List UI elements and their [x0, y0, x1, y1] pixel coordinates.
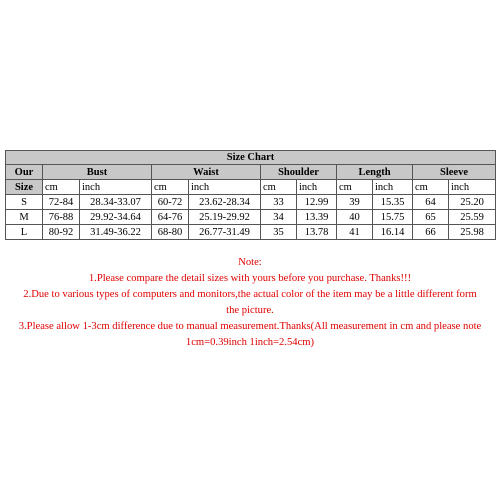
- unit-label: inch: [189, 180, 261, 195]
- table-cell: 65: [413, 210, 449, 225]
- unit-label: cm: [413, 180, 449, 195]
- unit-label: cm: [261, 180, 297, 195]
- table-cell: 25.59: [449, 210, 496, 225]
- size-cell: M: [6, 210, 43, 225]
- unit-label: cm: [152, 180, 189, 195]
- our-label: Our: [6, 165, 43, 180]
- table-cell: 28.34-33.07: [80, 195, 152, 210]
- table-cell: 25.98: [449, 225, 496, 240]
- table-cell: 26.77-31.49: [189, 225, 261, 240]
- note-heading: Note:: [238, 257, 262, 268]
- table-cell: 64: [413, 195, 449, 210]
- table-cell: 40: [337, 210, 373, 225]
- table-cell: 33: [261, 195, 297, 210]
- table-cell: 76-88: [43, 210, 80, 225]
- size-label: Size: [6, 180, 43, 195]
- table-cell: 15.35: [373, 195, 413, 210]
- table-cell: 29.92-34.64: [80, 210, 152, 225]
- note-line-2: 2.Due to various types of computers and monitors,the actual color of the item may be a little different form: [23, 289, 477, 300]
- table-cell: 15.75: [373, 210, 413, 225]
- note-line-3: 3.Please allow 1-3cm difference due to manual measurement.Thanks(All measurement in cm and please note: [18, 321, 482, 332]
- table-row: [6, 195, 496, 210]
- table-cell: 23.62-28.34: [189, 195, 261, 210]
- unit-label: cm: [43, 180, 80, 195]
- table-cell: 13.78: [297, 225, 337, 240]
- table-cell: 25.20: [449, 195, 496, 210]
- waist-header: Waist: [152, 165, 261, 180]
- table-cell: 66: [413, 225, 449, 240]
- note-line-3-continued: 1cm=0.39inch 1inch=2.54cm): [185, 337, 315, 348]
- unit-label: inch: [373, 180, 413, 195]
- table-cell: 72-84: [43, 195, 80, 210]
- table-cell: 16.14: [373, 225, 413, 240]
- chart-title: Size Chart: [6, 151, 496, 165]
- note-line-1: 1.Please compare the detail sizes with yours before you purchase. Thanks!!!: [88, 273, 412, 284]
- table-cell: 13.39: [297, 210, 337, 225]
- table-cell: 41: [337, 225, 373, 240]
- table-cell: 39: [337, 195, 373, 210]
- table-cell: 60-72: [152, 195, 189, 210]
- table-cell: 68-80: [152, 225, 189, 240]
- table-cell: 64-76: [152, 210, 189, 225]
- notes-block: [5, 255, 495, 351]
- table-cell: 25.19-29.92: [189, 210, 261, 225]
- unit-label: inch: [80, 180, 152, 195]
- unit-label: cm: [337, 180, 373, 195]
- bust-header: Bust: [43, 165, 152, 180]
- note-line-2-continued: the picture.: [226, 305, 274, 316]
- table-cell: 34: [261, 210, 297, 225]
- length-header: Length: [337, 165, 413, 180]
- unit-label: inch: [449, 180, 496, 195]
- table-cell: 80-92: [43, 225, 80, 240]
- table-cell: 12.99: [297, 195, 337, 210]
- table-cell: 31.49-36.22: [80, 225, 152, 240]
- table-cell: 35: [261, 225, 297, 240]
- size-cell: S: [6, 195, 43, 210]
- size-chart-table: [5, 150, 496, 240]
- table-row: [6, 210, 496, 225]
- size-cell: L: [6, 225, 43, 240]
- table-row: [6, 225, 496, 240]
- unit-label: inch: [297, 180, 337, 195]
- sleeve-header: Sleeve: [413, 165, 496, 180]
- shoulder-header: Shoulder: [261, 165, 337, 180]
